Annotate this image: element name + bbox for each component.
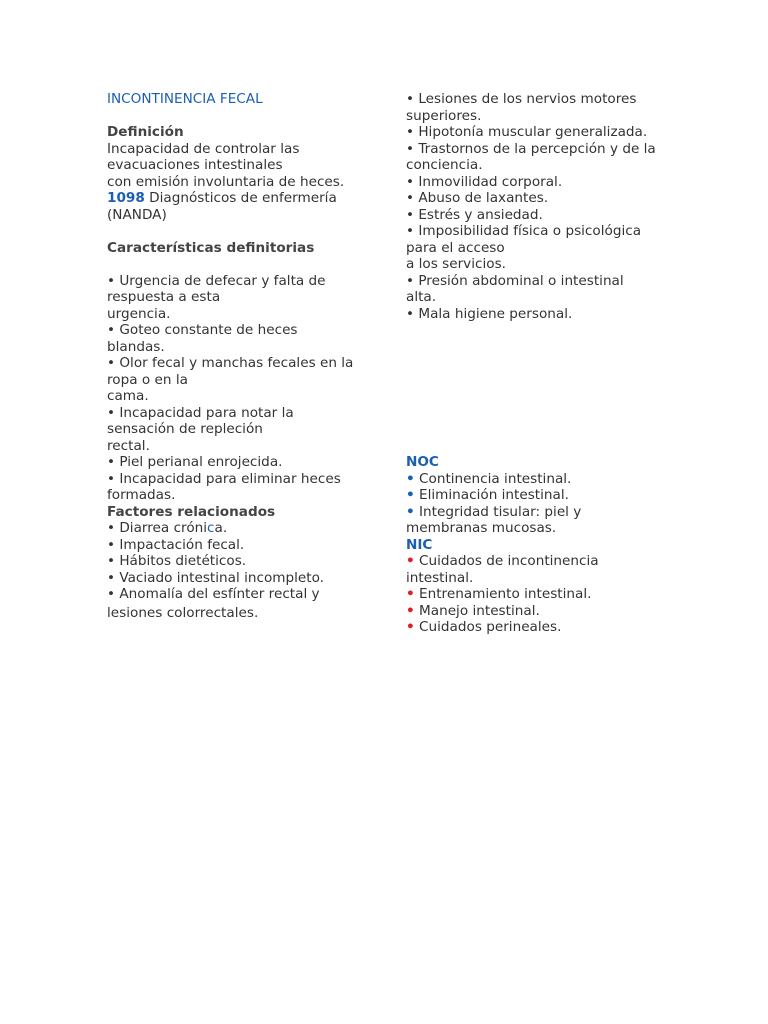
spacer <box>406 322 674 454</box>
factor-line: para el acceso <box>406 239 505 256</box>
factor-line: • Impactación fecal. <box>107 536 245 553</box>
definicion-line: con emisión involuntaria de heces. <box>107 173 345 190</box>
nanda-code-text: Diagnósticos de enfermería <box>144 190 337 206</box>
definicion-heading: Definición <box>107 124 184 140</box>
factor-line: • Lesiones de los nervios motores <box>406 91 637 107</box>
caracteristica-line: • Olor fecal y manchas fecales en la <box>107 355 354 371</box>
bullet-icon: • <box>406 487 415 503</box>
caracteristicas-heading: Características definitorias <box>107 239 315 256</box>
spacer <box>107 108 377 125</box>
caracteristica-line: • Piel perianal enrojecida. <box>107 454 283 470</box>
caracteristica-line: • Incapacidad para notar la <box>107 404 294 421</box>
definicion-line: evacuaciones intestinales <box>107 157 283 173</box>
factor-line: • Abuso de laxantes. <box>406 190 549 206</box>
caracteristica-line: respuesta a esta <box>107 289 221 305</box>
nic-heading: NIC <box>406 536 433 553</box>
factor-line: • Imposibilidad física o psicológica <box>406 223 642 239</box>
nic-item-continuation: intestinal. <box>406 569 474 586</box>
spacer <box>107 223 377 240</box>
right-column <box>406 91 674 636</box>
factor-line: • Trastornos de la percepción y de la <box>406 140 656 157</box>
nanda-code-number: 1098 <box>107 190 145 206</box>
noc-item: • Integridad tisular: piel y <box>406 503 582 520</box>
factor-line: • Presión abdominal o intestinal <box>406 272 624 289</box>
factor-line: a los servicios. <box>406 256 506 272</box>
caracteristica-line: urgencia. <box>107 305 171 322</box>
left-column <box>107 91 377 621</box>
caracteristica-line: • Incapacidad para eliminar heces <box>107 470 341 487</box>
factor-line: • Mala higiene personal. <box>406 305 573 322</box>
nic-item: • Entrenamiento intestinal. <box>406 586 592 602</box>
factor-line: • Vaciado intestinal incompleto. <box>107 569 325 586</box>
factor-line: alta. <box>406 289 437 305</box>
nic-item: • Cuidados de incontinencia <box>406 553 599 569</box>
noc-heading: NOC <box>406 454 439 470</box>
factor-line: lesiones colorrectales. <box>107 604 259 621</box>
factor-line: • Inmovilidad corporal. <box>406 173 563 190</box>
factor-line: conciencia. <box>406 157 483 173</box>
caracteristica-line: • Goteo constante de heces <box>107 322 298 338</box>
nic-item: • Cuidados perineales. <box>406 619 562 635</box>
factores-heading: Factores relacionados <box>107 503 276 520</box>
bullet-icon: • <box>406 586 415 602</box>
bullet-icon: • <box>406 619 415 635</box>
factor-line: superiores. <box>406 107 482 124</box>
nanda-code-line <box>107 190 377 207</box>
caracteristica-line: ropa o en la <box>107 371 188 388</box>
nic-item: • Manejo intestinal. <box>406 602 540 619</box>
factor-diarrea-post: a. <box>214 520 228 536</box>
definicion-line: Incapacidad de controlar las <box>107 140 300 157</box>
factor-line: • Hábitos dietéticos. <box>107 553 247 569</box>
factor-line: • Estrés y ansiedad. <box>406 206 543 223</box>
caracteristica-line: formadas. <box>107 487 176 503</box>
caracteristica-line: • Urgencia de defecar y falta de <box>107 272 326 289</box>
bullet-icon: • <box>406 553 415 569</box>
bullet-icon: • <box>406 503 415 520</box>
caracteristica-line: blandas. <box>107 338 165 355</box>
nanda-label: (NANDA) <box>107 206 167 223</box>
factor-line: • Anomalía del esfínter rectal y <box>107 586 320 602</box>
noc-item: • Eliminación intestinal. <box>406 487 569 503</box>
caracteristica-line: sensación de repleción <box>107 421 263 437</box>
document-title: INCONTINENCIA FECAL <box>107 91 263 107</box>
factor-diarrea-pre: • Diarrea cróni <box>107 520 208 536</box>
caracteristica-line: rectal. <box>107 437 150 454</box>
caracteristica-line: cama. <box>107 388 149 404</box>
bullet-icon: • <box>406 470 415 487</box>
factor-diarrea-accent: c <box>207 520 215 536</box>
factor-line: • Hipotonía muscular generalizada. <box>406 124 648 140</box>
factor-line <box>107 520 377 537</box>
bullet-icon: • <box>406 602 415 619</box>
noc-item-continuation: membranas mucosas. <box>406 520 557 536</box>
noc-item: • Continencia intestinal. <box>406 470 572 487</box>
spacer <box>107 256 377 273</box>
